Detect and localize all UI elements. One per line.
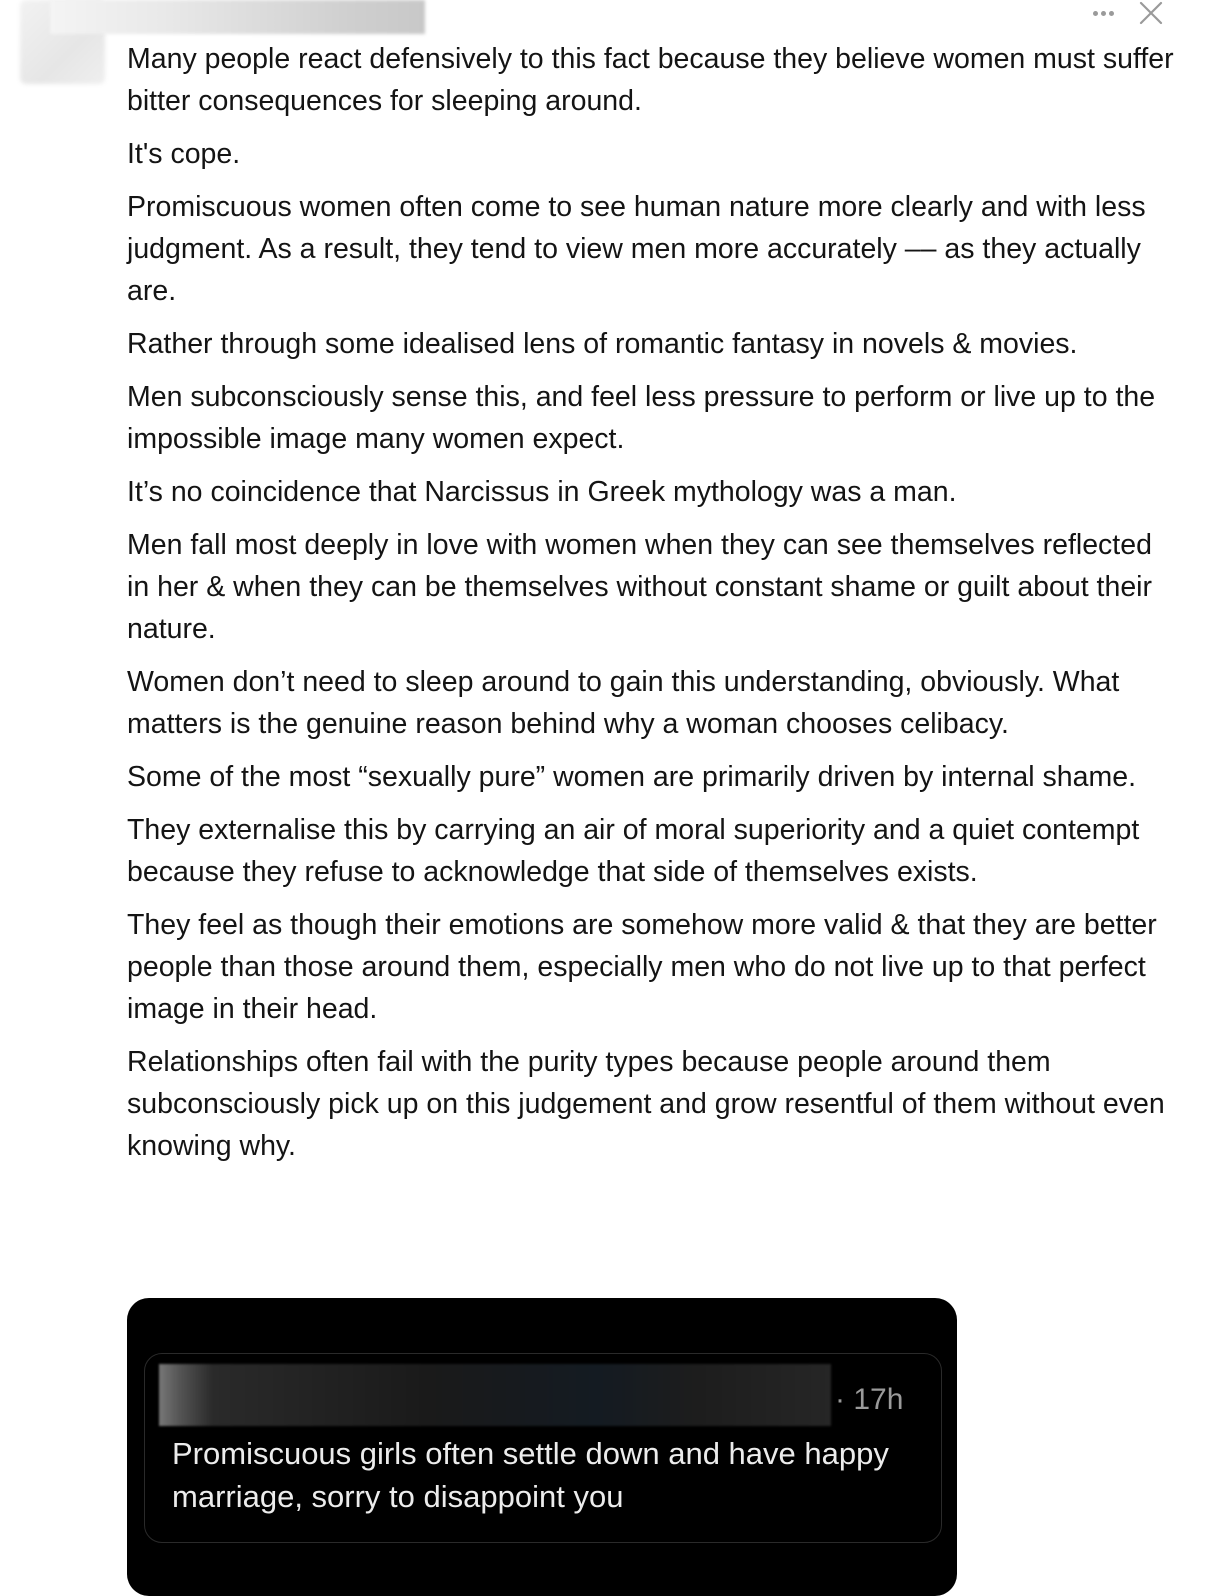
quoted-post-timestamp: · 17h [835,1383,904,1416]
more-horizontal-icon[interactable] [1088,2,1118,24]
post-paragraph: Men subconsciously sense this, and feel less pressure to perform or live up to the impossible image many women expect. [127,381,1156,455]
quoted-post[interactable] [144,1353,942,1543]
post-paragraph: Rather through some idealised lens of romantic fantasy in novels & movies. [127,328,1078,360]
quoted-author-blurred [159,1364,831,1426]
close-icon[interactable] [1138,0,1164,26]
post-paragraph: Many people react defensively to this fact because they believe women must suffer bitter consequences for sleeping around. [127,43,1174,117]
post-paragraph: Men fall most deeply in love with women when they can see themselves reflected in her & when they can be themselves without constant shame or guilt about their nature. [127,529,1152,645]
embedded-screenshot[interactable] [127,1298,957,1596]
post-body [127,38,1177,1178]
post-paragraph: They feel as though their emotions are somehow more valid & that they are better people than those around them, especially men who do not live up to that perfect image in their head. [127,909,1157,1025]
post-paragraph: Relationships often fail with the purity types because people around them subconsciously pick up on this judgement and grow resentful of them without even knowing why. [127,1046,1165,1162]
post-paragraph: Women don’t need to sleep around to gain this understanding, obviously. What matters is the genuine reason behind why a woman chooses celibacy. [127,666,1120,740]
post-paragraph: Some of the most “sexually pure” women are primarily driven by internal shame. [127,761,1136,793]
post-paragraph: They externalise this by carrying an air of moral superiority and a quiet contempt because they refuse to acknowledge that side of themselves exists. [127,814,1140,888]
post-paragraph: It’s no coincidence that Narcissus in Greek mythology was a man. [127,476,957,508]
post-paragraph: It's cope. [127,138,241,170]
author-name-blurred[interactable] [50,0,425,34]
quoted-post-text: Promiscuous girls often settle down and have happy marriage, sorry to disappoint you [172,1436,889,1514]
post-paragraph: Promiscuous women often come to see human nature more clearly and with less judgment. As a result, they tend to view men more accurately –– as they actually are. [127,191,1146,307]
